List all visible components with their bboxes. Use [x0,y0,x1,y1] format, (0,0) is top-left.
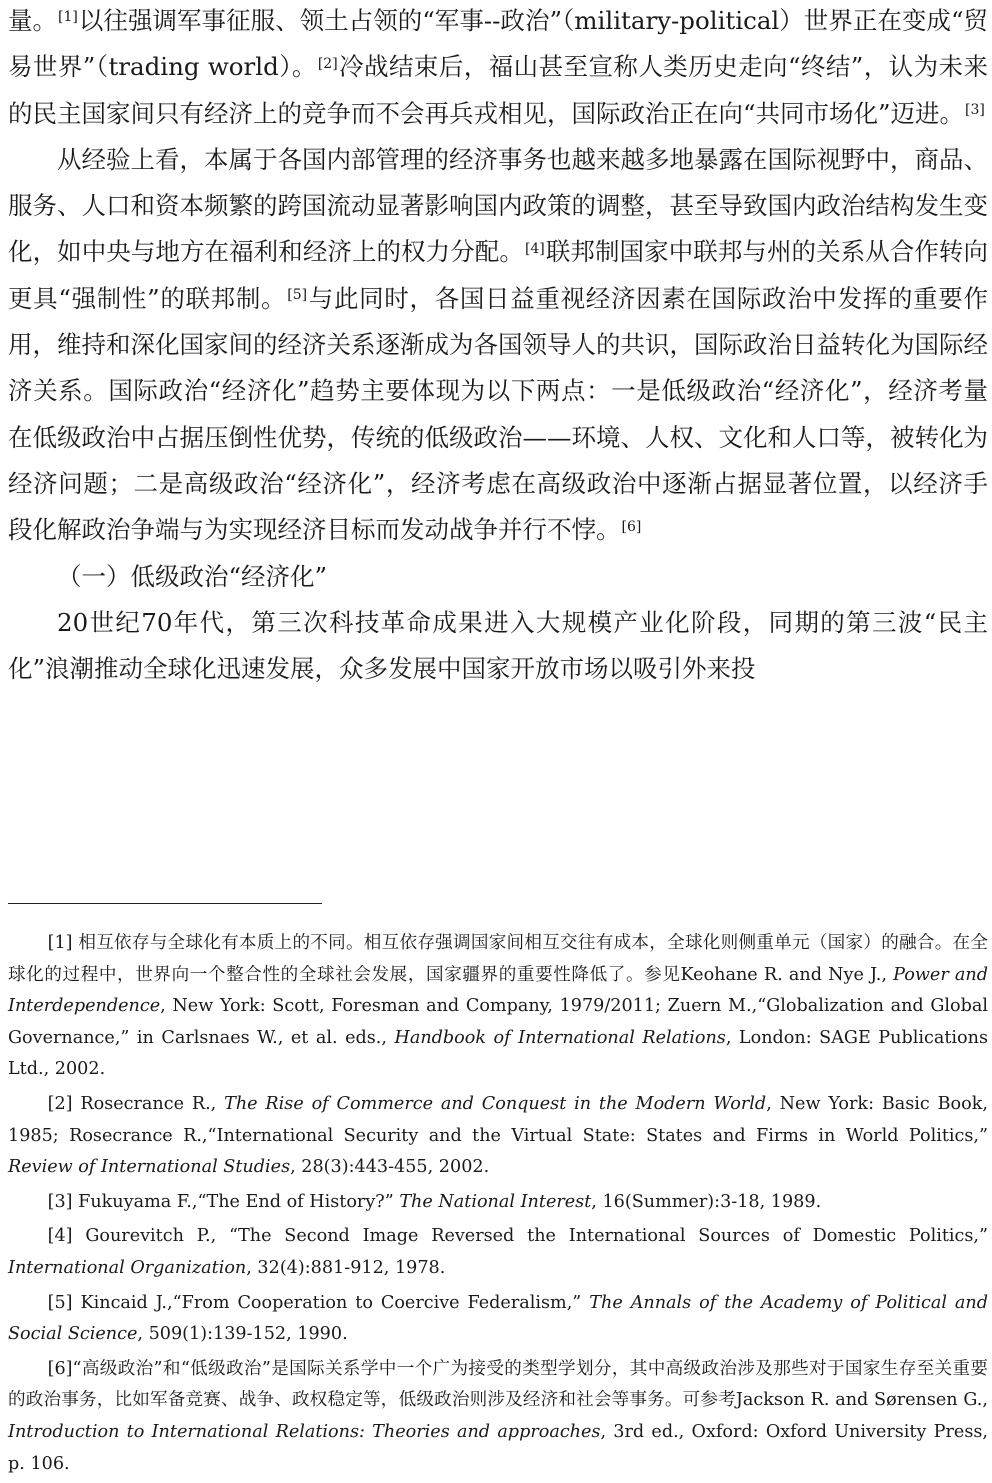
footnote-title: Review of International Studies [8,1157,291,1178]
footnote-text: [6]“高级政治”和“低级政治”是国际关系学中一个广为接受的类型学划分，其中高级政治涉及那些对于国家生存至关重要的政治事务，比如军备竞赛、战争、政权稳定等，低级政治则涉及经济和社会等事务。可参考Jackson R. and Sørensen G., [8,1358,988,1411]
text-run: 冷战结束后，福山甚至宣称人类历史走向“终结”，认为未来的民主国家间只有经济上的竞争而不会再兵戎相见，国际政治正在向“共同市场化”迈进。 [8,52,988,128]
document-page [8,0,989,1474]
footnote-title: International Organization [8,1257,247,1278]
footnote-title: Introduction to International Relations: Theories and approaches [8,1421,601,1442]
footnote-4 [8,1221,988,1284]
footnote-title: Handbook of International Relations [394,1027,726,1048]
footnote-ref-5[interactable]: [5] [287,287,308,304]
footnote-ref-2[interactable]: [2] [317,55,338,72]
footnote-text: , 3rd ed., Oxford: Oxford University Press, p. 106. [8,1421,988,1474]
footnote-ref-6[interactable]: [6] [621,518,642,535]
footnote-text: , 16(Summer):3-18, 1989. [591,1191,822,1212]
footnote-5 [8,1288,988,1351]
text-run: 以往强调军事征服、领土占领的“军事--政治”（military-political）世界正在变成“贸易世界”（trading world）。 [8,6,988,82]
footnote-text: , 28(3):443-455, 2002. [290,1157,490,1178]
footnote-text: , New York: Scott, Foresman and Company, 1979/2011; Zuern M.,“Globalization and Global Governance,” in Carlsnaes W., et al. eds., [8,996,988,1048]
footnote-title: The Annals of the Academy of Political and Social Science [8,1292,988,1345]
text-run: 与此同时，各国日益重视经济因素在国际政治中发挥的重要作用，维持和深化国家间的经济关系逐渐成为各国领导人的共识，国际政治日益转化为国际经济关系。国际政治“经济化”趋势主要体现为以下两点：一是低级政治“经济化”，经济考量在低级政治中占据压倒性优势，传统的低级政治——环境、人权、文化和人口等，被转化为经济问题；二是高级政治“经济化”，经济考虑在高级政治中逐渐占据显著位置，以经济手段化解政治争端与为实现经济目标而发动战争并行不悖。 [8,283,988,545]
footnote-text: [1] 相互依存与全球化有本质上的不同。相互依存强调国家间相互交往有成本，全球化则侧重单元（国家）的融合。在全球化的过程中，世界向一个整合性的全球社会发展，国家疆界的重要性降低了。参见Keohane R. and Nye J., [8,933,988,985]
text-run: 从经验上看，本属于各国内部管理的经济事务也越来越多地暴露在国际视野中，商品、服务、人口和资本频繁的跨国流动显著影响国内政策的调整，甚至导致国内政治结构发生变化，如中央与地方在福利和经济上的权力分配。 [8,144,988,267]
footnote-title: Power and Interdependence [8,964,988,1017]
paragraph-1 [8,0,988,137]
footnote-6 [8,1354,988,1480]
footnote-text: [3] Fukuyama F.,“The End of History?” [47,1191,400,1212]
footnote-ref-4[interactable]: [4] [524,240,545,257]
footnote-separator [8,903,322,904]
footnote-text: [5] Kincaid J.,“From Cooperation to Coercive Federalism,” [47,1292,590,1313]
paragraph-3: 20世纪70年代，第三次科技革命成果进入大规模产业化阶段，同期的第三波“民主化”浪潮推动全球化迅速发展，众多发展中国家开放市场以吸引外来投 [8,607,988,684]
footnote-text: , New York: Basic Book, 1985; Rosecrance R.,“International Security and the Virtual State: States and Firms in World Politics,” [8,1093,988,1146]
text-run: 联邦制国家中联邦与州的关系从合作转向更具“强制性”的联邦制。 [8,237,989,313]
section-heading: （一）低级政治“经济化” [57,561,328,591]
footnote-1 [8,928,988,1086]
paragraph-2 [8,137,988,554]
footnote-2 [8,1089,988,1184]
footnote-text: [4] Gourevitch P., “The Second Image Reversed the International Sources of Domestic Politics,” [47,1226,988,1247]
footnote-text: , 32(4):881-912, 1978. [246,1257,446,1278]
text-run: 量。 [8,6,58,35]
footnote-ref-3[interactable]: [3] [965,101,985,118]
footnote-ref-1[interactable]: [1] [58,9,78,26]
footnotes [8,928,988,1483]
footnote-3 [8,1187,988,1219]
body-text [8,0,988,692]
footnote-text: [2] Rosecrance R., [47,1093,225,1114]
footnote-text: , 509(1):139-152, 1990. [137,1324,348,1345]
footnote-text: , London: SAGE Publications Ltd., 2002. [8,1027,988,1080]
footnote-title: The National Interest [399,1191,592,1212]
footnote-title: The Rise of Commerce and Conquest in the Modern World [224,1093,767,1114]
